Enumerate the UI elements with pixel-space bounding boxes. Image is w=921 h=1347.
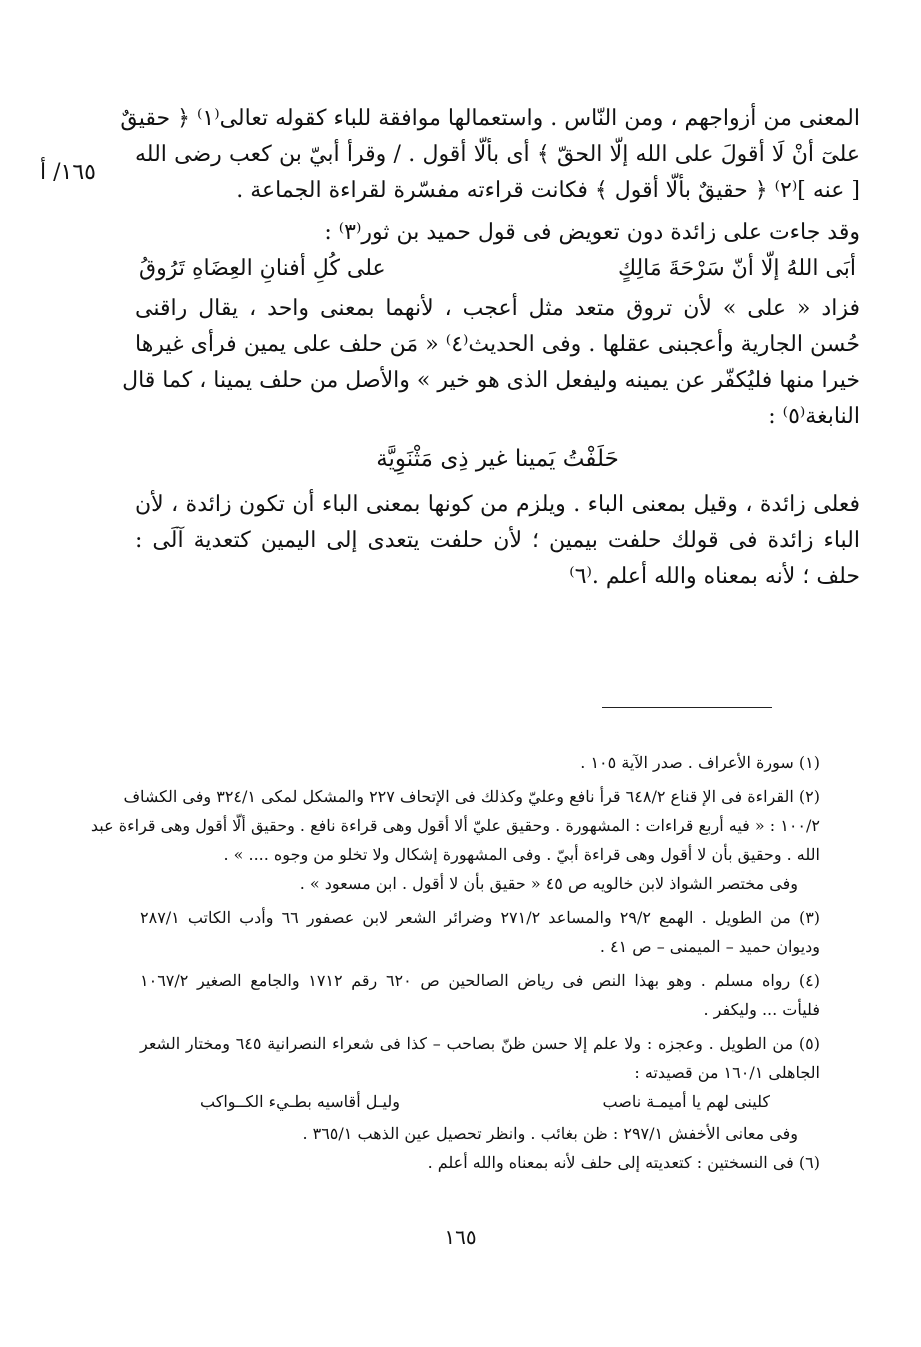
footnote-divider bbox=[602, 707, 772, 708]
text-line: فزاد « على » لأن تروق متعد مثل أعجب ، لأنهما بمعنى واحد ، يقال راقنى bbox=[135, 296, 860, 321]
footnote-2-extra: وفى مختصر الشواذ لابن خالويه ص ٤٥ « حقيق بأن لا أقول . ابن مسعود » . bbox=[299, 874, 798, 893]
text-line: علىٓ أنْ لَا أقولَ على الله إلّا الحقّ ﴾ أى بألّا أقول . / وقرأ أبيّ بن كعب رضى الله bbox=[135, 142, 860, 167]
text-line: فعلى زائدة ، وقيل بمعنى الباء . ويلزم من كونها بمعنى الباء أن تكون زائدة ، لأن bbox=[135, 492, 860, 517]
text-line: النابغة⁽٥⁾ : bbox=[768, 404, 860, 429]
verse-first-hemistich: أبَى اللهُ إلّا أنّ سَرْحَةَ مَالِكٍ bbox=[617, 256, 856, 281]
text-line: الباء زائدة فى قولك حلفت بيمين ؛ لأن حلفت يتعدى إلى اليمين كتعدية آلَى : bbox=[135, 528, 860, 553]
text-line: وقد جاءت على زائدة دون تعويض فى قول حميد بن ثور⁽٣⁾ : bbox=[324, 220, 860, 245]
text-line: [ عنه ]⁽٢⁾ ﴿ حقيقٌ بألّا أقول ﴾ فكانت قراءته مفسّرة لقراءة الجماعة . bbox=[236, 178, 860, 203]
verse-second-hemistich: على كُلِ أفنانِ العِضَاهِ تَرُوقُ bbox=[139, 256, 386, 281]
poetry-verse bbox=[135, 254, 860, 294]
footnote-5-line: (٥) من الطويل . وعجزه : ولا علم إلا حسن ظنّ بصاحب – كذا فى شعراء النصرانية ٦٤٥ ومختار الشعر bbox=[140, 1034, 820, 1053]
footnote-6: (٦) فى النسختين : كتعديته إلى حلف لأنه بمعناه والله أعلم . bbox=[427, 1153, 820, 1172]
footnote-5-extra: وفى معانى الأخفش ٢٩٧/١ : ظن بغائب . وانظر تحصيل عين الذهب ٣٦٥/١ . bbox=[302, 1124, 798, 1143]
footnote-2-line: ١٠٠/٢ : « فيه أربع قراءات : المشهورة . وحقيق عليّ ألا أقول وهى قراءة نافع . وحقيق ألّا أقول وهى قراءة عبد bbox=[90, 816, 820, 835]
footnote-3-line: وديوان حميد – الميمنى – ص ٤١ . bbox=[599, 937, 820, 956]
footnote-2-line: (٢) القراءة فى الإ قناع ٦٤٨/٢ قرأ نافع وعليّ وكذلك فى الإتحاف ٢٢٧ والمشكل لمكى ٣٢٤/١ وفى الكشاف bbox=[123, 787, 820, 806]
text-line: خيرا منها فليُكفّر عن يمينه وليفعل الذى هو خير » والأصل من حلف يمينا ، كما قال bbox=[122, 368, 860, 393]
main-text bbox=[120, 104, 860, 598]
footnote-4-line: (٤) رواه مسلم . وهو بهذا النص فى رياض الصالحين ص ٦٢٠ رقم ١٧١٢ والجامع الصغير ١٠٦٧/٢ bbox=[140, 971, 820, 990]
footnote-5-line: الجاهلى ١٦٠/١ من قصيدته : bbox=[634, 1063, 820, 1082]
footnote-2-line: الله . وحقيق بأن لا أقول وهى قراءة أبيّ . وفى المشهورة إشكال ولا تخلو من وجوه .... » . bbox=[223, 845, 820, 864]
text-line: حُسن الجارية وأعجبنى عقلها . وفى الحديث⁽٤⁾ « مَن حلف على يمين فرأى غيرها bbox=[135, 332, 860, 357]
verse-second-hemistich: وليـل أقاسيه بطـيء الكــواكب bbox=[200, 1092, 400, 1111]
verse-first-hemistich: كلينى لهم يا أميمـة ناصب bbox=[602, 1092, 770, 1111]
footnote-5-verse bbox=[140, 1091, 820, 1123]
footnote-3-line: (٣) من الطويل . الهمع ٢٩/٢ والمساعد ٢٧١/٢ وضرائر الشعر لابن عصفور ٦٦ وأدب الكاتب ٢٨٧/١ bbox=[140, 908, 821, 927]
footnote-4-line: فليأت ... وليكفر . bbox=[703, 1000, 820, 1019]
footnotes bbox=[90, 752, 821, 1181]
text-line: المعنى من أزواجهم ، ومن النّاس . واستعمالها موافقة للباء كقوله تعالى⁽١⁾ ﴿ حقيقٌ bbox=[120, 106, 860, 131]
footnote-1: (١) سورة الأعراف . صدر الآية ١٠٥ . bbox=[580, 753, 820, 772]
poetry-verse-centered: حَلَفْتُ يَمينا غير ذِى مَثْنَوِيَّة bbox=[376, 446, 619, 472]
page-number: ١٦٥ bbox=[444, 1225, 477, 1249]
text-line: حلف ؛ لأنه بمعناه والله أعلم .⁽٦⁾ bbox=[569, 564, 860, 589]
margin-folio-note: ١٦٥/ أ bbox=[40, 160, 96, 185]
